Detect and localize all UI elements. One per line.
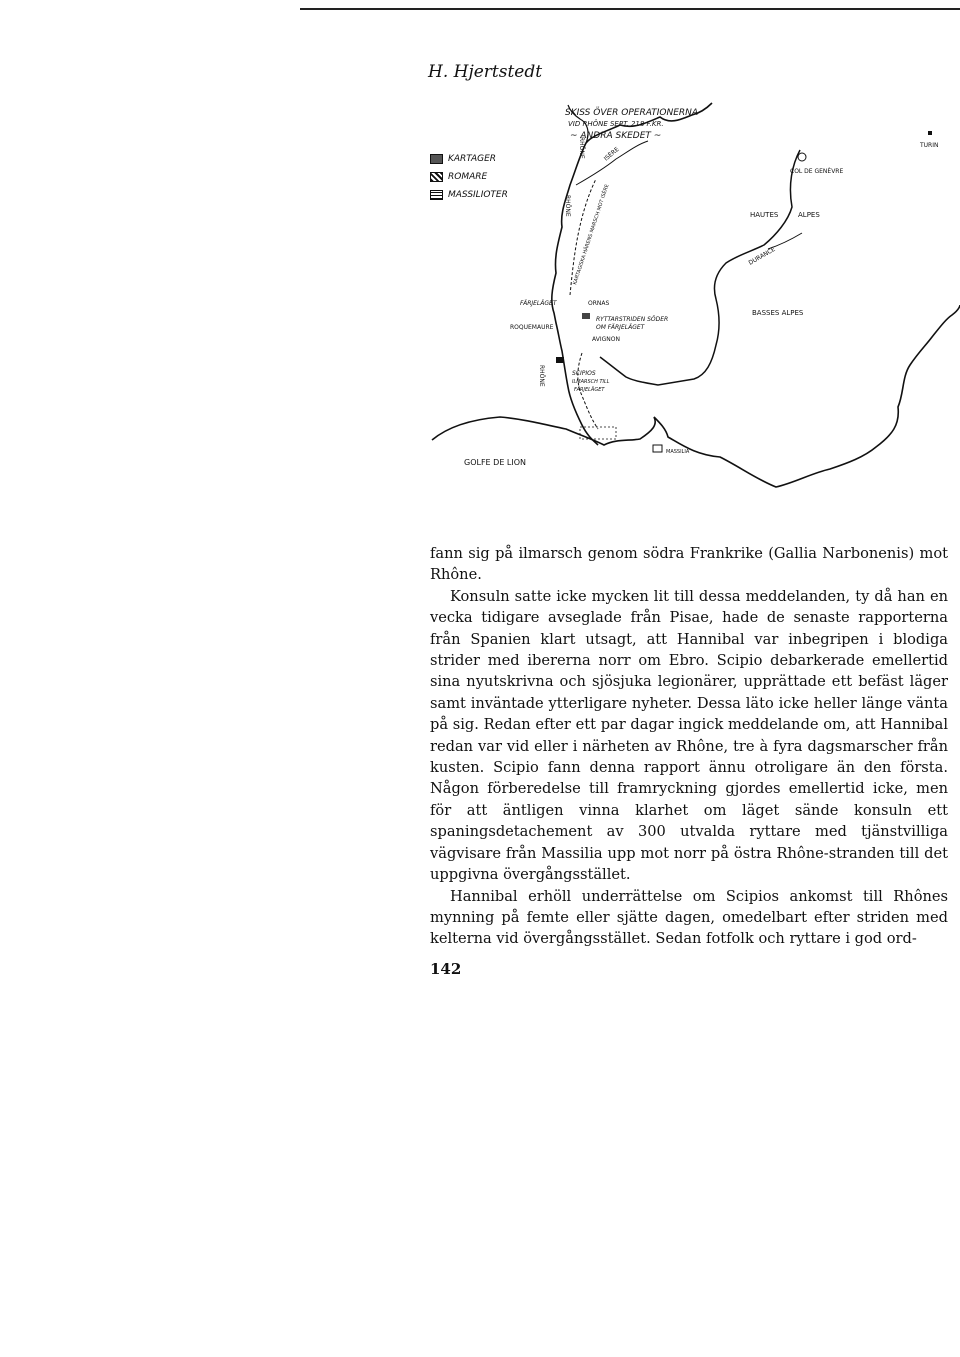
- turin-marker: [928, 131, 932, 135]
- turin-label: TURIN: [920, 142, 939, 149]
- col-de-genevre-marker: [798, 153, 806, 161]
- scipios-label-3: FÄRJELÄGET: [574, 387, 605, 393]
- rhone-label-1: RHÔNE: [578, 137, 585, 159]
- basses-alpes-label: BASSES ALPES: [752, 309, 804, 317]
- rhone-label-2: RHÔNE: [564, 195, 571, 217]
- legend-label: ROMARE: [448, 172, 488, 182]
- legend-label: KARTAGER: [448, 154, 497, 164]
- durance-label: DURANCE: [747, 245, 777, 267]
- scipios-label-1: SCIPIOS: [572, 370, 596, 377]
- golfe-de-lion-label: GOLFE DE LION: [464, 458, 527, 467]
- massilia-label: MASSILIA: [666, 449, 690, 455]
- kartagiska-marsch-label: KARTAGISKA HÄRENS MARSCH MOT ISÈRE: [572, 183, 611, 286]
- farjelaget-label: FÄRJELÄGET: [520, 300, 557, 307]
- massilia-marker: [653, 445, 662, 452]
- alpes-label: ALPES: [798, 211, 820, 219]
- page-number: 142: [430, 960, 462, 978]
- operations-map: [420, 95, 960, 505]
- kartager-camp-marker: [582, 313, 590, 319]
- page-top-rule: [300, 8, 960, 10]
- avignon-label: AVIGNON: [592, 336, 620, 343]
- map-title-line-3: ~ ANDRA SKEDET ~: [570, 131, 662, 141]
- rhone-label-3: RHÔNE: [538, 365, 545, 387]
- running-header-author: H. Hjertstedt: [428, 62, 543, 82]
- map-title-line-1: SKISS ÖVER OPERATIONERNA: [565, 108, 699, 118]
- legend-label: MASSILIOTER: [448, 190, 508, 200]
- map-title-line-2: VID RHÔNE SEPT. 218 F.KR.: [568, 120, 664, 128]
- roquemaure-label: ROQUEMAURE: [510, 324, 554, 331]
- hautes-label: HAUTES: [750, 211, 779, 219]
- body-text: [430, 543, 948, 950]
- paragraph-3: Hannibal erhöll underrättelse om Scipios ankomst till Rhônes mynning på femte eller sjätte dagen, omedelbart efter striden med kelterna vid övergångsstället. Sedan fotfolk och ryttare i god ord-: [430, 887, 948, 948]
- isere-river: [576, 141, 648, 185]
- ryttarstriden-label-1: RYTTARSTRIDEN SÖDER: [596, 316, 669, 323]
- alps-boundary: [600, 150, 800, 385]
- romare-camp-marker: [556, 357, 564, 363]
- paragraph-2: Konsuln satte icke mycken lit till dessa meddelanden, ty då han en vecka tidigare avseglade från Pisae, hade de senaste rapporterna från Spanien klart utsagt, att Hannibal var inbegripen i blodiga strider med ibererna norr om Ebro. Scipio debarkerade emellertid sina nyutskrivna och sjösjuka legionärer, upprättade ett befäst läger samt inväntade ytterligare nyheter. Dessa läto icke heller länge vänta på sig. Redan efter ett par dagar ingick meddelande om, att Hannibal redan var vid eller i närheten av Rhône, tre à fyra dagsmarscher från kusten. Scipio fann denna rapport ännu otroligare än den första. Någon förberedelse till framryckning gjordes emellertid icke, men för att äntligen vinna klarhet om läget sände konsuln ett spaningsdetachement av 300 utvalda ryttare med tjänstvilliga vägvisare från Massilia upp mot norr på östra Rhône-stranden till det uppgivna övergångsstället.: [430, 587, 948, 884]
- col-de-genevre-label: COL DE GENÈVRE: [790, 168, 844, 175]
- ornas-label: ORNAS: [588, 300, 610, 307]
- isere-label: ISÈRE: [602, 146, 621, 163]
- ryttarstriden-label-2: OM FÄRJELÄGET: [596, 324, 645, 331]
- paragraph-1: fann sig på ilmarsch genom södra Frankrike (Gallia Narbonenis) mot Rhône.: [430, 545, 948, 584]
- scipios-label-2: ILMARSCH TILL: [572, 379, 610, 385]
